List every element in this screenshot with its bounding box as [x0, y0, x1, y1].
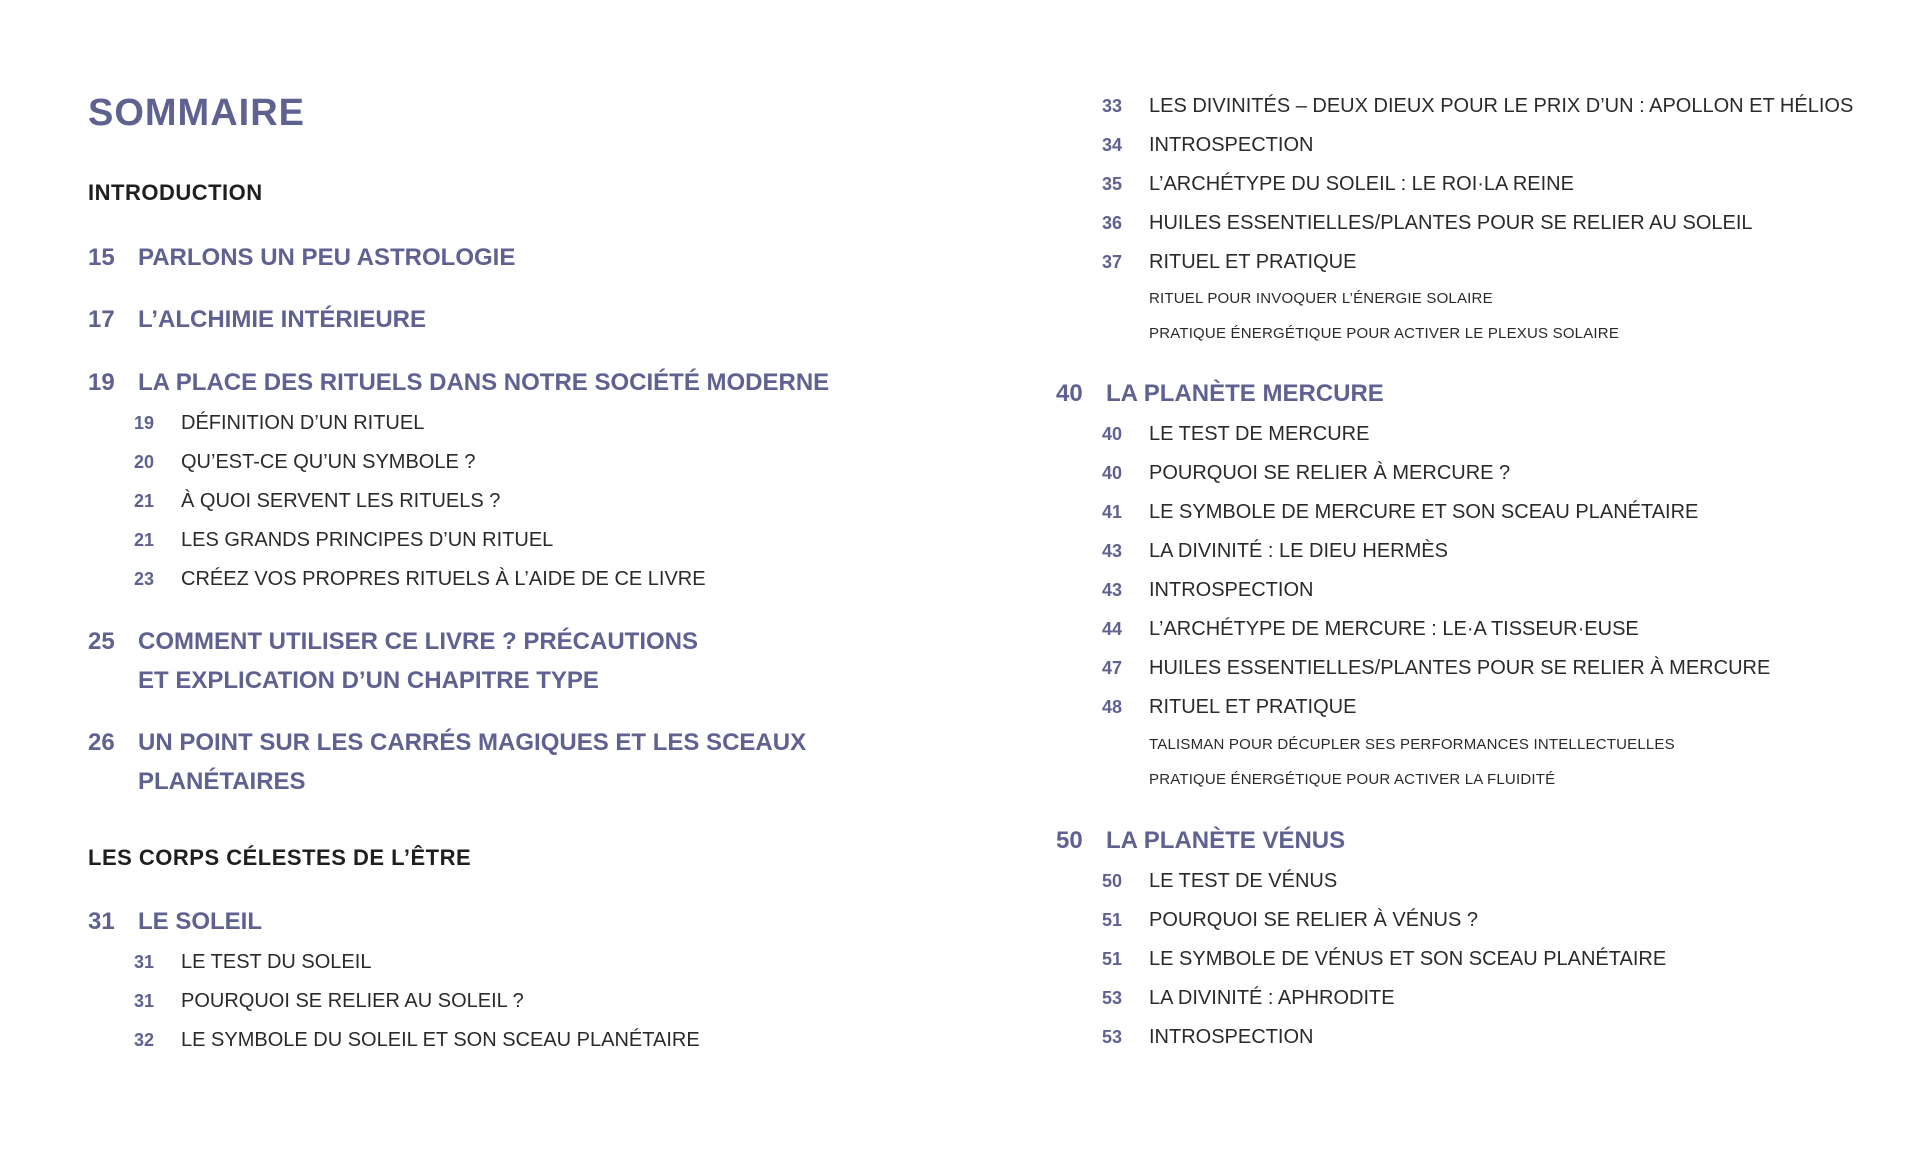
subentry-title: HUILES ESSENTIELLES/PLANTES POUR SE RELIER AU SOLEIL	[1149, 212, 1753, 234]
subentry-title: LES GRANDS PRINCIPES D’UN RITUEL	[181, 529, 554, 551]
page-number: 53	[1102, 988, 1123, 1008]
chapter-title: LA PLACE DES RITUELS DANS NOTRE SOCIÉTÉ MODERNE	[138, 369, 830, 396]
page-number: 44	[1102, 619, 1123, 639]
subentry-title: LES DIVINITÉS – DEUX DIEUX POUR LE PRIX D’UN : APOLLON ET HÉLIOS	[1149, 95, 1854, 117]
page-number: 47	[1102, 658, 1123, 678]
chapter-title: PLANÉTAIRES	[138, 768, 306, 795]
page-number: 40	[1102, 424, 1123, 444]
page-number: 37	[1102, 252, 1123, 272]
page-number: 23	[134, 569, 155, 589]
toc-subsubentry[interactable]: RITUEL POUR INVOQUER L’ÉNERGIE SOLAIRE	[1149, 290, 1493, 307]
page-number: 36	[1102, 213, 1123, 233]
page-number: 19	[134, 413, 155, 433]
subentry-title: L’ARCHÉTYPE DU SOLEIL : LE ROI·LA REINE	[1149, 173, 1574, 195]
page-number: 51	[1102, 910, 1123, 930]
subentry-title: LE SYMBOLE DE MERCURE ET SON SCEAU PLANÉTAIRE	[1149, 501, 1699, 523]
subentry-title: INTROSPECTION	[1149, 579, 1314, 601]
chapter-title: LA PLANÈTE VÉNUS	[1106, 827, 1346, 854]
section-heading-introduction: INTRODUCTION	[88, 180, 263, 205]
subentry-title: LA DIVINITÉ : APHRODITE	[1149, 987, 1395, 1009]
subentry-title: QU’EST-CE QU’UN SYMBOLE ?	[181, 451, 476, 473]
page-number: 35	[1102, 174, 1123, 194]
subentry-title: À QUOI SERVENT LES RITUELS ?	[181, 490, 501, 512]
chapter-title: L’ALCHIMIE INTÉRIEURE	[138, 306, 427, 333]
subentry-title: INTROSPECTION	[1149, 1026, 1314, 1048]
chapter-title: LA PLANÈTE MERCURE	[1106, 380, 1384, 407]
subentry-title: LE TEST DE MERCURE	[1149, 423, 1370, 445]
page-number: 17	[88, 306, 115, 333]
chapter-title: LE SOLEIL	[138, 908, 263, 935]
subentry-title: CRÉEZ VOS PROPRES RITUELS À L’AIDE DE CE LIVRE	[181, 568, 706, 590]
subentry-title: LE TEST DE VÉNUS	[1149, 870, 1338, 892]
subentry-title: DÉFINITION D’UN RITUEL	[181, 412, 425, 434]
toc-subsubentry[interactable]: PRATIQUE ÉNERGÉTIQUE POUR ACTIVER LE PLEXUS SOLAIRE	[1149, 325, 1620, 342]
subentry-title: LA DIVINITÉ : LE DIEU HERMÈS	[1149, 540, 1448, 562]
subentry-title: POURQUOI SE RELIER À MERCURE ?	[1149, 462, 1511, 484]
subentry-title: INTROSPECTION	[1149, 134, 1314, 156]
page-number: 43	[1102, 580, 1123, 600]
chapter-title: UN POINT SUR LES CARRÉS MAGIQUES ET LES SCEAUX	[138, 729, 807, 756]
page-number: 21	[134, 491, 155, 511]
page-number: 19	[88, 369, 115, 396]
subentry-title: LE TEST DU SOLEIL	[181, 951, 372, 973]
subentry-title: RITUEL ET PRATIQUE	[1149, 696, 1357, 718]
page-number: 40	[1056, 380, 1083, 407]
page-number: 15	[88, 244, 115, 271]
subentry-title: LE SYMBOLE DU SOLEIL ET SON SCEAU PLANÉTAIRE	[181, 1029, 700, 1051]
page-number: 50	[1102, 871, 1123, 891]
page-number: 41	[1102, 502, 1123, 522]
chapter-title: ET EXPLICATION D’UN CHAPITRE TYPE	[138, 667, 599, 694]
page-number: 48	[1102, 697, 1123, 717]
page-number: 40	[1102, 463, 1123, 483]
subentry-title: POURQUOI SE RELIER À VÉNUS ?	[1149, 909, 1478, 931]
section-heading-corps-celestes: LES CORPS CÉLESTES DE L’ÊTRE	[88, 845, 472, 870]
page-number: 33	[1102, 96, 1123, 116]
page-number: 20	[134, 452, 155, 472]
page-title: SOMMAIRE	[88, 92, 305, 134]
page-number: 43	[1102, 541, 1123, 561]
page-number: 53	[1102, 1027, 1123, 1047]
subentry-title: RITUEL ET PRATIQUE	[1149, 251, 1357, 273]
toc-subsubentry[interactable]: TALISMAN POUR DÉCUPLER SES PERFORMANCES INTELLECTUELLES	[1149, 736, 1675, 753]
page-number: 21	[134, 530, 155, 550]
subentry-title: POURQUOI SE RELIER AU SOLEIL ?	[181, 990, 524, 1012]
page-number: 51	[1102, 949, 1123, 969]
page-number: 26	[88, 729, 115, 756]
page-number: 31	[88, 908, 115, 935]
subentry-title: L’ARCHÉTYPE DE MERCURE : LE·A TISSEUR·EUSE	[1149, 618, 1639, 640]
page-number: 50	[1056, 827, 1083, 854]
subentry-title: LE SYMBOLE DE VÉNUS ET SON SCEAU PLANÉTAIRE	[1149, 948, 1667, 970]
page-number: 32	[134, 1030, 155, 1050]
page-number: 31	[134, 991, 155, 1011]
chapter-title: COMMENT UTILISER CE LIVRE ? PRÉCAUTIONS	[138, 628, 699, 655]
chapter-title: PARLONS UN PEU ASTROLOGIE	[138, 244, 516, 271]
page-number: 31	[134, 952, 155, 972]
page-number: 34	[1102, 135, 1123, 155]
subentry-title: HUILES ESSENTIELLES/PLANTES POUR SE RELIER À MERCURE	[1149, 657, 1771, 679]
toc-subsubentry[interactable]: PRATIQUE ÉNERGÉTIQUE POUR ACTIVER LA FLUIDITÉ	[1149, 771, 1556, 788]
page-number: 25	[88, 628, 115, 655]
